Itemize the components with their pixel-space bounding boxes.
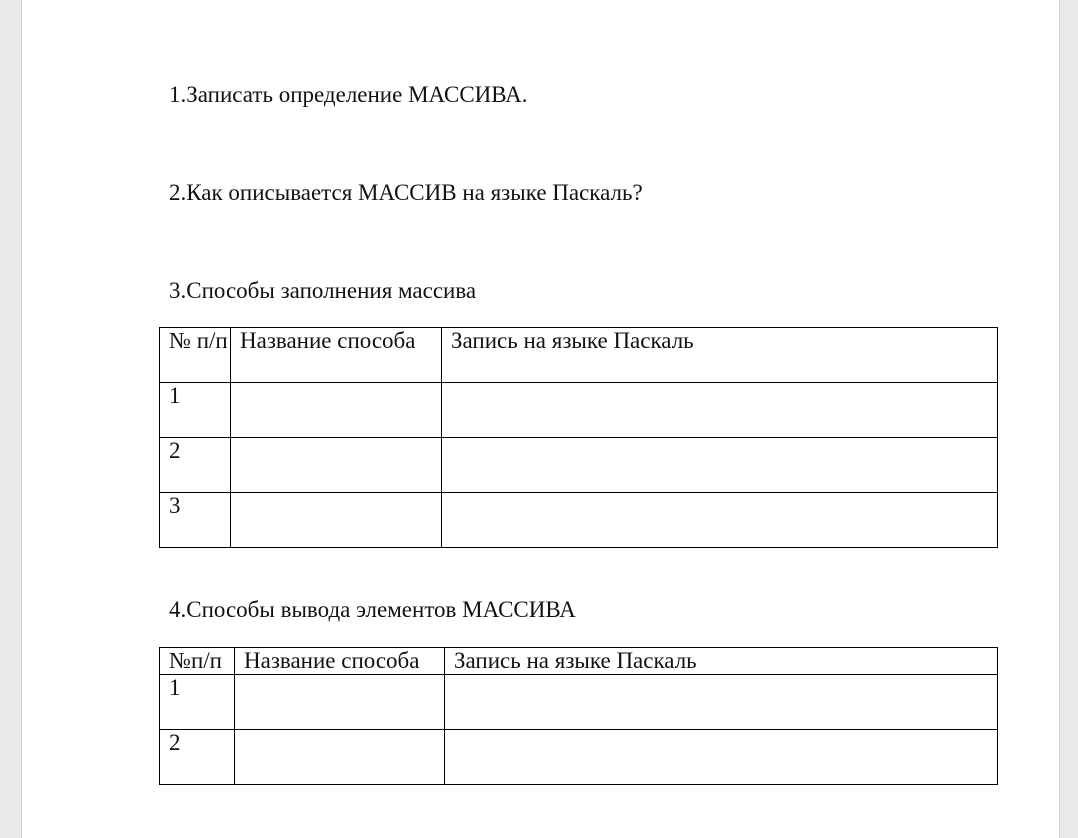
method-name-cell[interactable] [235, 730, 445, 785]
output-methods-table [159, 647, 998, 785]
header-number: № п/п [160, 328, 231, 383]
row-number: 2 [160, 730, 235, 785]
table-row [160, 438, 998, 493]
question-2: 2.Как описывается МАССИВ на языке Паскаль? [169, 180, 643, 205]
question-4: 4.Способы вывода элементов МАССИВА [169, 597, 576, 622]
method-name-cell[interactable] [231, 493, 442, 548]
header-number: №п/п [160, 648, 235, 675]
row-number: 1 [160, 383, 231, 438]
method-name-cell[interactable] [231, 383, 442, 438]
header-method-name: Название способа [235, 648, 445, 675]
row-number: 3 [160, 493, 231, 548]
question-1: 1.Записать определение МАССИВА. [169, 82, 528, 107]
table-row [160, 675, 998, 730]
pascal-code-cell[interactable] [442, 383, 998, 438]
pascal-code-cell[interactable] [442, 438, 998, 493]
method-name-cell[interactable] [235, 675, 445, 730]
table-row [160, 383, 998, 438]
fill-methods-table [159, 327, 998, 548]
document-page [21, 0, 1060, 838]
header-pascal-code: Запись на языке Паскаль [445, 648, 998, 675]
question-3: 3.Способы заполнения массива [169, 278, 477, 303]
table-row [160, 493, 998, 548]
table-header-row [160, 648, 998, 675]
header-method-name: Название способа [231, 328, 442, 383]
table-row [160, 730, 998, 785]
row-number: 1 [160, 675, 235, 730]
header-pascal-code: Запись на языке Паскаль [442, 328, 998, 383]
method-name-cell[interactable] [231, 438, 442, 493]
pascal-code-cell[interactable] [445, 730, 998, 785]
pascal-code-cell[interactable] [442, 493, 998, 548]
table-header-row [160, 328, 998, 383]
pascal-code-cell[interactable] [445, 675, 998, 730]
row-number: 2 [160, 438, 231, 493]
